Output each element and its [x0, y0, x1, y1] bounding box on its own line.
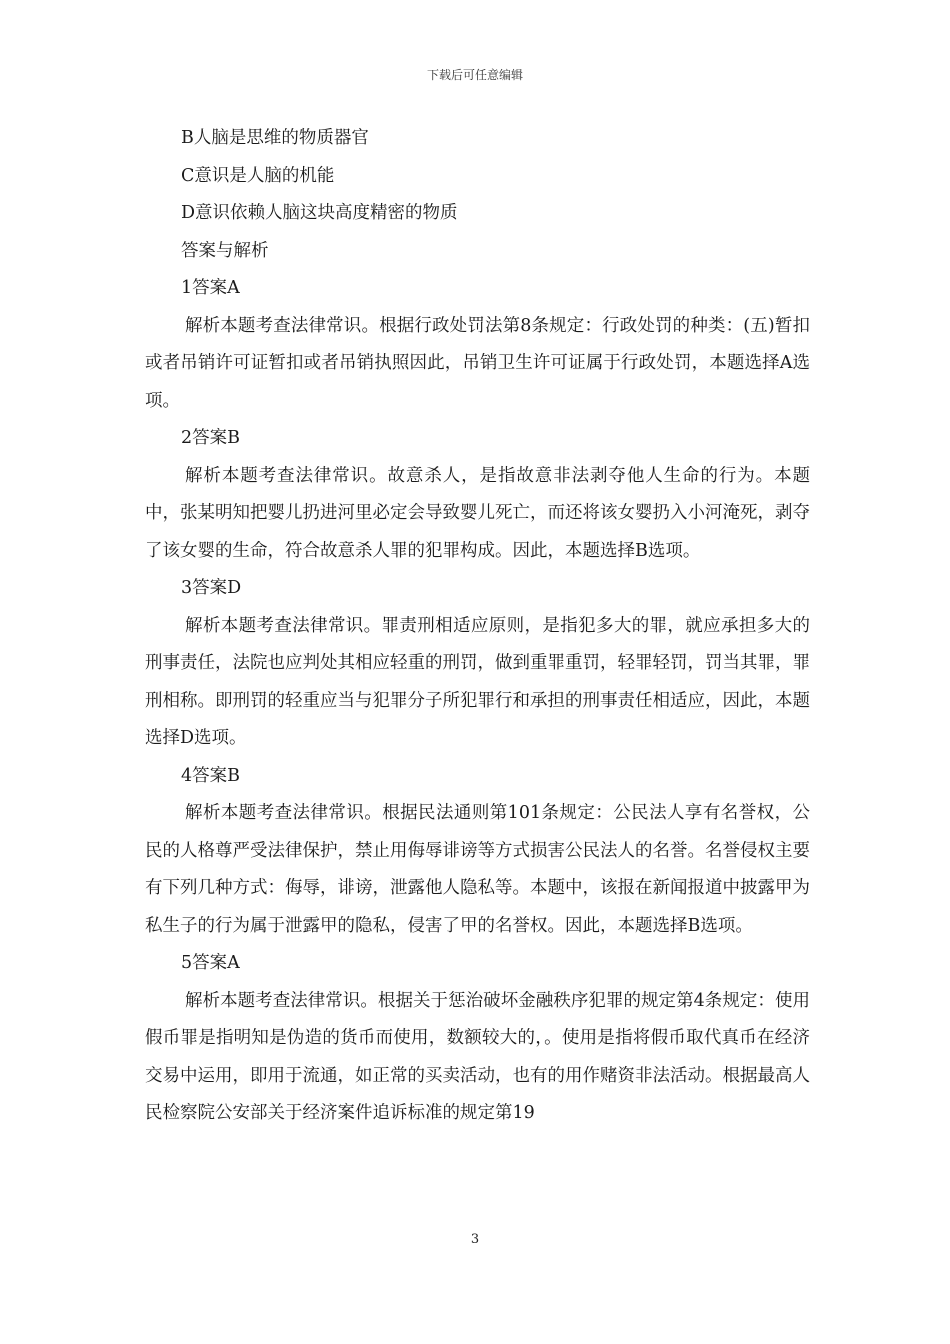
analysis-3: 解析本题考查法律常识。罪责刑相适应原则，是指犯多大的罪，就应承担多大的刑事责任，法院也应判处其相应轻重的刑罚，做到重罪重罚，轻罪轻罚，罚当其罪，罪刑相称。即刑罚的轻重应当与犯罪分子所犯罪行和承担的刑事责任相适应，因此，本题选择D选项。	[145, 615, 810, 748]
answer-2: 2答案B	[181, 428, 240, 448]
answer-3: 3答案D	[181, 578, 242, 598]
page-header: 下载后可任意编辑	[426, 68, 523, 82]
analysis-4: 解析本题考查法律常识。根据民法通则第101条规定：公民法人享有名誉权，公民的人格尊严受法律保护，禁止用侮辱诽谤等方式损害公民法人的名誉。名誉侵权主要有下列几种方式：侮辱，诽谤，泄露他人隐私等。本题中，该报在新闻报道中披露甲为私生子的行为属于泄露甲的隐私，侵害了甲的名誉权。因此，本题选择B选项。	[145, 803, 810, 936]
option-b: B人脑是思维的物质器官	[181, 128, 369, 148]
answer-4: 4答案B	[181, 765, 240, 786]
option-d: D意识依赖人脑这块高度精密的物质	[181, 203, 458, 223]
section-heading: 答案与解析	[181, 240, 269, 261]
analysis-5: 解析本题考查法律常识。根据关于惩治破坏金融秩序犯罪的规定第4条规定：使用假币罪是指明知是伪造的货币而使用，数额较大的，。使用是指将假币取代真币在经济交易中运用，即用于流通，如正常的买卖活动，也有的用作赌资非法活动。根据最高人民检察院公安部关于经济案件追诉标准的规定第19	[145, 990, 810, 1123]
page-number: 3	[470, 1232, 480, 1247]
document-body	[145, 120, 810, 1133]
analysis-1: 解析本题考查法律常识。根据行政处罚法第8条规定：行政处罚的种类：(五)暂扣或者吊销许可证暂扣或者吊销执照因此，吊销卫生许可证属于行政处罚，本题选择A选项。	[145, 315, 810, 411]
analysis-2: 解析本题考查法律常识。故意杀人，是指故意非法剥夺他人生命的行为。本题中，张某明知把婴儿扔进河里必定会导致婴儿死亡，而还将该女婴扔入小河淹死，剥夺了该女婴的生命，符合故意杀人罪的犯罪构成。因此，本题选择B选项。	[145, 465, 810, 561]
answer-5: 5答案A	[181, 953, 240, 973]
option-c: C意识是人脑的机能	[181, 165, 335, 186]
answer-1: 1答案A	[181, 278, 240, 298]
